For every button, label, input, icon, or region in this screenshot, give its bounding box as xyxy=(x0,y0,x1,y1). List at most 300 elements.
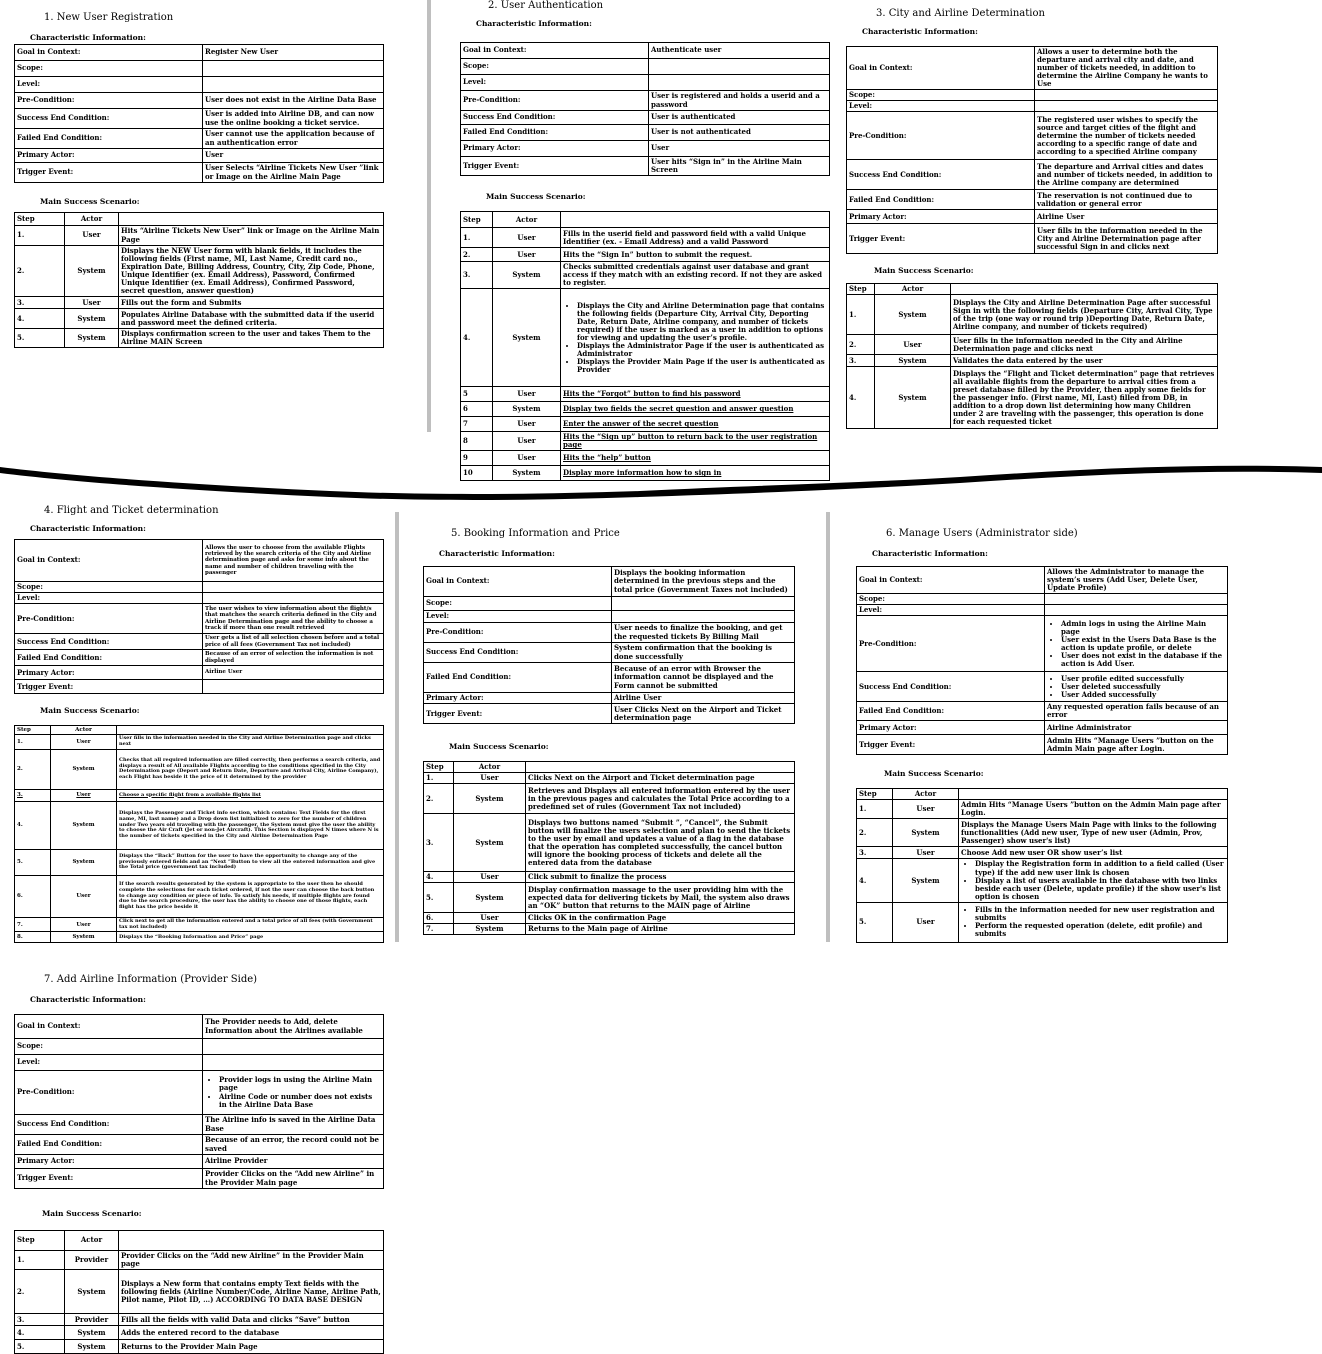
section-title: 3. City and Airline Determination xyxy=(876,8,1045,19)
goal-value: Register New User xyxy=(203,45,384,61)
step-text: Displays the City and Airline Determination Page after successful Sign in with the following fields (Departure City, Arrival City, Type of the trip (one way or round trip )Deporting Date, Return Date, Airline company, and number of tickets required) xyxy=(951,295,1218,335)
table-row xyxy=(461,466,830,481)
failed-label: Failed End Condition: xyxy=(847,190,1035,210)
level-value xyxy=(203,77,384,93)
step-text: User fills in the information needed in the City and Airline Determination page and clicks next xyxy=(117,735,384,750)
step-number: 5. xyxy=(424,883,454,913)
failed-value: User cannot use the application because of an authentication error xyxy=(203,129,384,149)
goal-label: Goal in Context: xyxy=(15,45,203,61)
main-success-heading: Main Success Scenario: xyxy=(449,742,549,752)
step-text: Admin Hits “Manage Users ”button on the Admin Main page after Login. xyxy=(959,800,1228,819)
table-row xyxy=(15,1251,384,1270)
scope-value xyxy=(203,582,384,593)
step-text: Display two fields the secret question and answer question xyxy=(561,402,830,417)
step-text: Hits “Airline Tickets New User” link or Image on the Airline Main Page xyxy=(119,226,384,246)
table-row xyxy=(15,1314,384,1326)
step-actor: System xyxy=(454,924,526,935)
characteristic-heading: Characteristic Information: xyxy=(862,27,978,36)
failed-value: Because of an error with Browser the information cannot be displayed and the Form cannot be submitted xyxy=(612,663,795,693)
section-title: 7. Add Airline Information (Provider Side) xyxy=(44,974,258,985)
goal-label: Goal in Context: xyxy=(847,47,1035,90)
list-item: • Provider logs in using the Airline Main page xyxy=(219,1076,381,1092)
step-number: 2. xyxy=(857,819,893,847)
pre-condition-value: User needs to finalize the booking, and get the requested tickets By Billing Mail xyxy=(612,623,795,643)
step-text: Choose Add new user OR show user’s list xyxy=(959,847,1228,859)
table-row xyxy=(424,872,795,883)
level-label: Level: xyxy=(424,611,612,623)
step-number: 1. xyxy=(15,1251,65,1270)
level-label: Level: xyxy=(847,101,1035,112)
step-text xyxy=(561,289,830,387)
table-row xyxy=(15,849,384,875)
step-actor: User xyxy=(493,387,561,402)
step-text: Choose a specific flight from a available flights list xyxy=(117,789,384,801)
step-number: 2. xyxy=(15,749,51,789)
step-actor: System xyxy=(493,262,561,289)
pre-condition-label: Pre-Condition: xyxy=(857,616,1045,672)
step-number: 6. xyxy=(424,913,454,924)
trigger-label: Trigger Event: xyxy=(15,1169,203,1189)
step-text: Displays the “Back” Button for the user to have the opportunity to change any of the previously entered fields and an “Next ”Button to view all the entered information and give the Total price (government tax included) xyxy=(117,849,384,875)
step-number: 4. xyxy=(15,801,51,849)
characteristic-table xyxy=(856,566,1228,755)
scope-value xyxy=(203,61,384,77)
trigger-label: Trigger Event: xyxy=(857,735,1045,755)
trigger-label: Trigger Event: xyxy=(847,224,1035,254)
scope-value xyxy=(203,1039,384,1055)
step-actor: User xyxy=(893,800,959,819)
table-row xyxy=(424,883,795,913)
failed-label: Failed End Condition: xyxy=(15,650,203,666)
primary-actor-label: Primary Actor: xyxy=(857,721,1045,735)
use-case-section-3 xyxy=(846,8,1218,429)
step-actor: User xyxy=(51,789,117,801)
table-row xyxy=(847,335,1218,355)
pre-condition-label: Pre-Condition: xyxy=(461,91,649,111)
step-header: Step xyxy=(15,1231,65,1251)
step-number: 1. xyxy=(15,226,65,246)
step-text: Checks that all required information are filled correctly, then performs a search criteria, and displays a result of All available Flights according to the conditions specified in the City Determination page (Deport and Return Date, Departure and Arrival City, Airline Company), each Flight has beside it the price of it determined by the provider xyxy=(117,749,384,789)
success-value: The Airline info is saved in the Airline Data Base xyxy=(203,1115,384,1135)
step-header: Step xyxy=(461,212,493,228)
step-actor: System xyxy=(875,355,951,367)
step-actor: System xyxy=(51,849,117,875)
step-text: Hits the “help” button xyxy=(561,451,830,466)
main-success-heading: Main Success Scenario: xyxy=(874,266,974,276)
step-text: Populates Airline Database with the submitted data if the userid and password meet the defined criteria. xyxy=(119,309,384,329)
pre-condition-label: Pre-Condition: xyxy=(15,604,203,634)
step-actor: System xyxy=(65,246,119,297)
pre-condition-value xyxy=(203,1071,384,1115)
failed-label: Failed End Condition: xyxy=(461,125,649,141)
pre-condition-value: User is registered and holds a userid and a password xyxy=(649,91,830,111)
characteristic-heading: Characteristic Information: xyxy=(30,33,146,42)
goal-label: Goal in Context: xyxy=(857,567,1045,594)
step-header: Step xyxy=(15,213,65,226)
characteristic-table xyxy=(423,566,795,724)
step-text: Retrieves and Displays all entered information entered by the user in the previous pages and calculates the Total Price according to a predefined set of rules (Government Tax not included) xyxy=(526,784,795,814)
primary-actor-label: Primary Actor: xyxy=(15,1155,203,1169)
table-row xyxy=(461,387,830,402)
step-text: Checks submitted credentials against user database and grant access if they match with an existing record. If not they are asked to register. xyxy=(561,262,830,289)
success-value xyxy=(1045,672,1228,702)
primary-actor-value: Airline Administrator xyxy=(1045,721,1228,735)
trigger-value: Admin Hits “Manage Users ”button on the Admin Main page after Login. xyxy=(1045,735,1228,755)
step-actor: Provider xyxy=(65,1314,119,1326)
failed-value: Because of an error of selection the information is not displayed xyxy=(203,650,384,666)
step-actor: System xyxy=(65,329,119,348)
action-header xyxy=(561,212,830,228)
failed-label: Failed End Condition: xyxy=(857,702,1045,721)
step-number: 7 xyxy=(461,417,493,432)
step-header: Step xyxy=(15,726,51,735)
trigger-value: Provider Clicks on the “Add new Airline” in the Provider Main page xyxy=(203,1169,384,1189)
success-value: System confirmation that the booking is done successfully xyxy=(612,643,795,663)
step-text: User fills in the information needed in the City and Airline Determination page and clicks next xyxy=(951,335,1218,355)
success-label: Success End Condition: xyxy=(424,643,612,663)
list-item: • Display a list of users available in the database with two links beside each user (Delete, update profile) if the show user's list option is chosen xyxy=(975,877,1225,901)
step-text: Hits the “Forgot” button to find his password xyxy=(561,387,830,402)
section-title: 2. User Authentication xyxy=(488,0,604,11)
step-text: Fills out the form and Submits xyxy=(119,297,384,309)
step-actor: User xyxy=(875,335,951,355)
step-actor: User xyxy=(65,226,119,246)
primary-actor-label: Primary Actor: xyxy=(424,693,612,704)
step-number: 2. xyxy=(847,335,875,355)
scope-value xyxy=(1035,90,1218,101)
step-number: 3. xyxy=(15,1314,65,1326)
table-row xyxy=(847,355,1218,367)
table-row xyxy=(15,309,384,329)
scope-label: Scope: xyxy=(15,1039,203,1055)
step-actor: User xyxy=(51,875,117,917)
table-row xyxy=(857,800,1228,819)
level-value xyxy=(1035,101,1218,112)
primary-actor-label: Primary Actor: xyxy=(461,141,649,157)
actor-header: Actor xyxy=(51,726,117,735)
step-number: 3. xyxy=(15,789,51,801)
step-actor: User xyxy=(493,228,561,248)
step-number: 4. xyxy=(15,309,65,329)
characteristic-heading: Characteristic Information: xyxy=(439,549,555,558)
step-actor: User xyxy=(493,417,561,432)
failed-label: Failed End Condition: xyxy=(15,129,203,149)
step-text: Displays the Manage Users Main Page with links to the following functionalities (Add new user, Type of new user (Admin, Prov, Passenger) show user's list) xyxy=(959,819,1228,847)
goal-value: Allows the Administrator to manage the system’s users (Add User, Delete User, Update Profile) xyxy=(1045,567,1228,594)
step-text: Displays the Passenger and Ticket info section, which contains: Text Fields for the (first name, MI, last name) and a Drop down list initialized to zero for the number of children under Two years old traveling with the passenger, the System must give the user the ability to choose the Air Craft (Jet or non-Jet Aircraft). This Section is displayed N times where N is the number of tickets specified in the City and Airline Determination Page xyxy=(117,801,384,849)
scope-value xyxy=(612,597,795,611)
step-text: Displays confirmation screen to the user and takes Them to the Airline MAIN Screen xyxy=(119,329,384,348)
table-row xyxy=(461,417,830,432)
step-number: 4. xyxy=(847,367,875,429)
step-actor: User xyxy=(51,735,117,750)
step-actor: System xyxy=(454,784,526,814)
step-text xyxy=(959,859,1228,902)
step-text: Enter the answer of the secret question xyxy=(561,417,830,432)
step-number: 6. xyxy=(15,875,51,917)
actor-header: Actor xyxy=(65,1231,119,1251)
step-text: Returns to the Main page of Airline xyxy=(526,924,795,935)
step-actor: User xyxy=(893,902,959,942)
trigger-label: Trigger Event: xyxy=(424,704,612,724)
step-text: Returns to the Provider Main Page xyxy=(119,1340,384,1354)
goal-label: Goal in Context: xyxy=(15,540,203,582)
table-row xyxy=(461,262,830,289)
step-actor: User xyxy=(493,248,561,262)
trigger-value: User Clicks Next on the Airport and Ticket determination page xyxy=(612,704,795,724)
characteristic-table xyxy=(14,1014,384,1189)
steps-table xyxy=(460,211,830,481)
level-label: Level: xyxy=(15,1055,203,1071)
step-header: Step xyxy=(847,284,875,295)
trigger-value: User fills in the information needed in the City and Airline Determination page after successful Sign in and clicks next xyxy=(1035,224,1218,254)
table-row xyxy=(857,819,1228,847)
step-number: 2. xyxy=(15,1270,65,1314)
step-text: Displays the “Flight and Ticket determination” page that retrieves all available flights from the departure to arrival cities from a preset database filled by the Provider, then apply some fields for the passenger info. (First name, MI, Last) filled from DB, in addition to a drop down list determining how many Children under 2 are traveling with the passenger, this operation is done for each requested ticket xyxy=(951,367,1218,429)
step-number: 5. xyxy=(15,329,65,348)
step-actor: System xyxy=(65,1326,119,1340)
step-actor: User xyxy=(51,917,117,932)
table-row xyxy=(847,367,1218,429)
main-success-heading: Main Success Scenario: xyxy=(40,197,140,206)
step-number: 6 xyxy=(461,402,493,417)
level-label: Level: xyxy=(15,77,203,93)
table-row xyxy=(15,789,384,801)
failed-value: Any requested operation fails because of an error xyxy=(1045,702,1228,721)
step-actor: User xyxy=(493,432,561,451)
failed-value: The reservation is not continued due to validation or general error xyxy=(1035,190,1218,210)
step-number: 3. xyxy=(857,847,893,859)
table-row xyxy=(461,289,830,387)
step-actor: System xyxy=(893,859,959,902)
success-label: Success End Condition: xyxy=(15,1115,203,1135)
trigger-value xyxy=(203,680,384,694)
characteristic-table xyxy=(460,42,830,176)
table-row xyxy=(15,735,384,750)
step-actor: System xyxy=(51,932,117,943)
step-text: Fills all the fields with valid Data and clicks “Save” button xyxy=(119,1314,384,1326)
use-case-section-7 xyxy=(14,974,384,1354)
scope-label: Scope: xyxy=(847,90,1035,101)
section-title: 5. Booking Information and Price xyxy=(451,528,620,539)
failed-label: Failed End Condition: xyxy=(15,1135,203,1155)
step-text: Adds the entered record to the database xyxy=(119,1326,384,1340)
step-number: 2. xyxy=(424,784,454,814)
table-row xyxy=(424,773,795,784)
step-number: 4. xyxy=(857,859,893,902)
table-row xyxy=(461,228,830,248)
step-number: 3. xyxy=(461,262,493,289)
table-row xyxy=(424,913,795,924)
pre-condition-value: User does not exist in the Airline Data Base xyxy=(203,93,384,109)
pre-condition-label: Pre-Condition: xyxy=(847,112,1035,160)
table-row xyxy=(461,402,830,417)
table-row xyxy=(461,248,830,262)
column-separator xyxy=(427,0,431,432)
primary-actor-value: User xyxy=(203,149,384,163)
table-row xyxy=(424,814,795,872)
step-actor: System xyxy=(65,309,119,329)
table-row xyxy=(15,1326,384,1340)
success-value: User is added into Airline DB, and can now use the online booking a ticket service. xyxy=(203,109,384,129)
section-title: 6. Manage Users (Administrator side) xyxy=(886,528,1078,539)
characteristic-heading: Characteristic Information: xyxy=(476,19,592,28)
scope-label: Scope: xyxy=(461,59,649,75)
steps-table xyxy=(856,788,1228,942)
step-text: Displays the NEW User form with blank fields, it includes the following fields (First name, MI, Last Name, Credit card no., Expiration Date, Billing Address, Country, City, Zip Code, Phone, Unique Identifier (ex. Email Address), Password, Confirmed Unique Identifier (ex. Email Address), Confirmed Password, secret question, answer question) xyxy=(119,246,384,297)
step-actor: System xyxy=(454,814,526,872)
action-header xyxy=(951,284,1218,295)
table-row xyxy=(461,451,830,466)
scope-value xyxy=(649,59,830,75)
goal-label: Goal in Context: xyxy=(461,43,649,59)
steps-table xyxy=(423,761,795,935)
step-number: 4. xyxy=(461,289,493,387)
success-label: Success End Condition: xyxy=(857,672,1045,702)
use-case-section-6 xyxy=(856,528,1228,943)
table-row xyxy=(847,295,1218,335)
step-number: 3. xyxy=(424,814,454,872)
goal-value: Displays the booking information determined in the previous steps and the total price (Government Taxes not included) xyxy=(612,567,795,597)
step-text: Clicks Next on the Airport and Ticket determination page xyxy=(526,773,795,784)
success-label: Success End Condition: xyxy=(15,634,203,650)
primary-actor-value: Airline User xyxy=(203,666,384,680)
step-number: 3. xyxy=(847,355,875,367)
list-item: • User deleted successfully xyxy=(1061,683,1225,691)
table-row xyxy=(15,1270,384,1314)
use-case-section-4 xyxy=(14,505,384,943)
list-item: • Airline Code or number does not exists in the Airline Data Base xyxy=(219,1093,381,1109)
step-actor: User xyxy=(65,297,119,309)
table-row xyxy=(424,924,795,935)
step-number: 2. xyxy=(15,246,65,297)
step-text: Provider Clicks on the “Add new Airline” in the Provider Main page xyxy=(119,1251,384,1270)
level-value xyxy=(612,611,795,623)
step-number: 10 xyxy=(461,466,493,481)
section-title: 4. Flight and Ticket determination xyxy=(44,505,219,516)
list-item: • Displays the City and Airline Determination page that contains the following fields (Departure City, Arrival City, Deporting Date, Return Date, Airline company, and number of tickets required) if the user is marked as a user in addition to options for viewing and updating the user’s profile. xyxy=(577,302,827,342)
trigger-label: Trigger Event: xyxy=(15,163,203,183)
step-text: Hits the “Sign up” button to return back to the user registration page xyxy=(561,432,830,451)
main-success-heading: Main Success Scenario: xyxy=(486,192,586,202)
steps-table xyxy=(14,1230,384,1354)
success-label: Success End Condition: xyxy=(847,160,1035,190)
primary-actor-value: Airline Provider xyxy=(203,1155,384,1169)
success-label: Success End Condition: xyxy=(461,111,649,125)
step-number: 4. xyxy=(424,872,454,883)
action-header xyxy=(117,726,384,735)
table-row xyxy=(424,784,795,814)
goal-label: Goal in Context: xyxy=(15,1015,203,1039)
primary-actor-value: User xyxy=(649,141,830,157)
step-actor: System xyxy=(493,466,561,481)
actor-header: Actor xyxy=(454,762,526,773)
action-header xyxy=(526,762,795,773)
failed-value: User is not authenticated xyxy=(649,125,830,141)
goal-value: Allows the user to choose from the available Flights retrieved by the search criteria of the City and Airline determination page and asks for some info about the name and number of children traveling with the passenger xyxy=(203,540,384,582)
step-text: Displays two buttons named “Submit ”, “Cancel”, the Submit button will finalize the users selection and plan to send the tickets to the user by email and updates a value of a flag in the database that the operation has completed successfully, the cancel button will ignore the booking process of tickets and delete all the entered data from the database xyxy=(526,814,795,872)
table-row xyxy=(15,932,384,943)
trigger-value: User Selects “Airline Tickets New User ”link or Image on the Airline Main Page xyxy=(203,163,384,183)
step-text: Display confirmation massage to the user providing him with the expected data for delivering tickets by Mail, the system also draws an “OK” button that returns to the MAIN page of Airline xyxy=(526,883,795,913)
step-number: 1. xyxy=(461,228,493,248)
pre-condition-label: Pre-Condition: xyxy=(424,623,612,643)
step-actor: User xyxy=(893,847,959,859)
step-text: If the search results generated by the system is appropriate to the user then he should complete the selections for each ticket ordered, if not the user can choose the back button to change any condition or piece of info. To satisfy his needs, if multiple flights are found due to the search procedure, the user has the ability to choose one of those flights, each flight has the price beside it xyxy=(117,875,384,917)
primary-actor-value: Airline User xyxy=(612,693,795,704)
table-row xyxy=(15,329,384,348)
actor-header: Actor xyxy=(893,789,959,800)
list-item: • Displays the Provider Main Page if the user is authenticated as Provider xyxy=(577,358,827,374)
action-header xyxy=(119,1231,384,1251)
level-value xyxy=(203,1055,384,1071)
step-number: 4. xyxy=(15,1326,65,1340)
step-text: Clicks OK in the confirmation Page xyxy=(526,913,795,924)
step-actor: Provider xyxy=(65,1251,119,1270)
goal-value: Authenticate user xyxy=(649,43,830,59)
step-number: 1. xyxy=(857,800,893,819)
step-number: 5. xyxy=(15,1340,65,1354)
step-number: 7. xyxy=(424,924,454,935)
steps-table xyxy=(14,212,384,348)
pre-condition-label: Pre-Condition: xyxy=(15,1071,203,1115)
section-title: 1. New User Registration xyxy=(44,12,174,23)
success-value: User gets a list of all selection chosen before and a total price of all fees (Government Tax not included) xyxy=(203,634,384,650)
table-row xyxy=(461,432,830,451)
step-header: Step xyxy=(424,762,454,773)
table-row xyxy=(15,875,384,917)
characteristic-table xyxy=(14,44,384,183)
step-number: 1. xyxy=(15,735,51,750)
step-actor: System xyxy=(51,801,117,849)
table-row xyxy=(15,917,384,932)
scope-label: Scope: xyxy=(15,61,203,77)
step-number: 7. xyxy=(15,917,51,932)
step-actor: User xyxy=(454,913,526,924)
characteristic-table xyxy=(14,539,384,694)
table-row xyxy=(857,902,1228,942)
scope-label: Scope: xyxy=(424,597,612,611)
list-item: • User Added successfully xyxy=(1061,691,1225,699)
list-item: • Admin logs in using the Airline Main page xyxy=(1061,620,1225,636)
step-text: Hits the “Sign In” button to submit the request. xyxy=(561,248,830,262)
pre-condition-value xyxy=(1045,616,1228,672)
step-actor: System xyxy=(65,1340,119,1354)
scope-label: Scope: xyxy=(857,594,1045,605)
primary-actor-value: Airline User xyxy=(1035,210,1218,224)
column-separator xyxy=(826,512,830,942)
table-row xyxy=(15,297,384,309)
step-number: 5 xyxy=(461,387,493,402)
main-success-heading: Main Success Scenario: xyxy=(42,1209,142,1218)
step-actor: System xyxy=(493,402,561,417)
actor-header: Actor xyxy=(493,212,561,228)
primary-actor-label: Primary Actor: xyxy=(15,666,203,680)
step-actor: System xyxy=(893,819,959,847)
characteristic-heading: Characteristic Information: xyxy=(872,549,988,558)
trigger-label: Trigger Event: xyxy=(461,157,649,176)
step-text: Displays a New form that contains empty Text fields with the following fields (Airline Number/Code, Airline Name, Airline Path, Pilot name, Pilot ID, …) ACCORDING TO DATA BASE DESIGN xyxy=(119,1270,384,1314)
main-success-heading: Main Success Scenario: xyxy=(884,769,984,779)
step-actor: System xyxy=(65,1270,119,1314)
goal-value: Allows a user to determine both the departure and arrival city and date, and number of tickets needed, in addition to determine the Airline Company he wants to Use xyxy=(1035,47,1218,90)
list-item: • User profile edited successfully xyxy=(1061,675,1225,683)
characteristic-heading: Characteristic Information: xyxy=(30,995,146,1004)
success-value: User is authenticated xyxy=(649,111,830,125)
primary-actor-label: Primary Actor: xyxy=(15,149,203,163)
list-item: • Perform the requested operation (delete, edit profile) and submits xyxy=(975,922,1225,938)
step-text: Click submit to finalize the process xyxy=(526,872,795,883)
